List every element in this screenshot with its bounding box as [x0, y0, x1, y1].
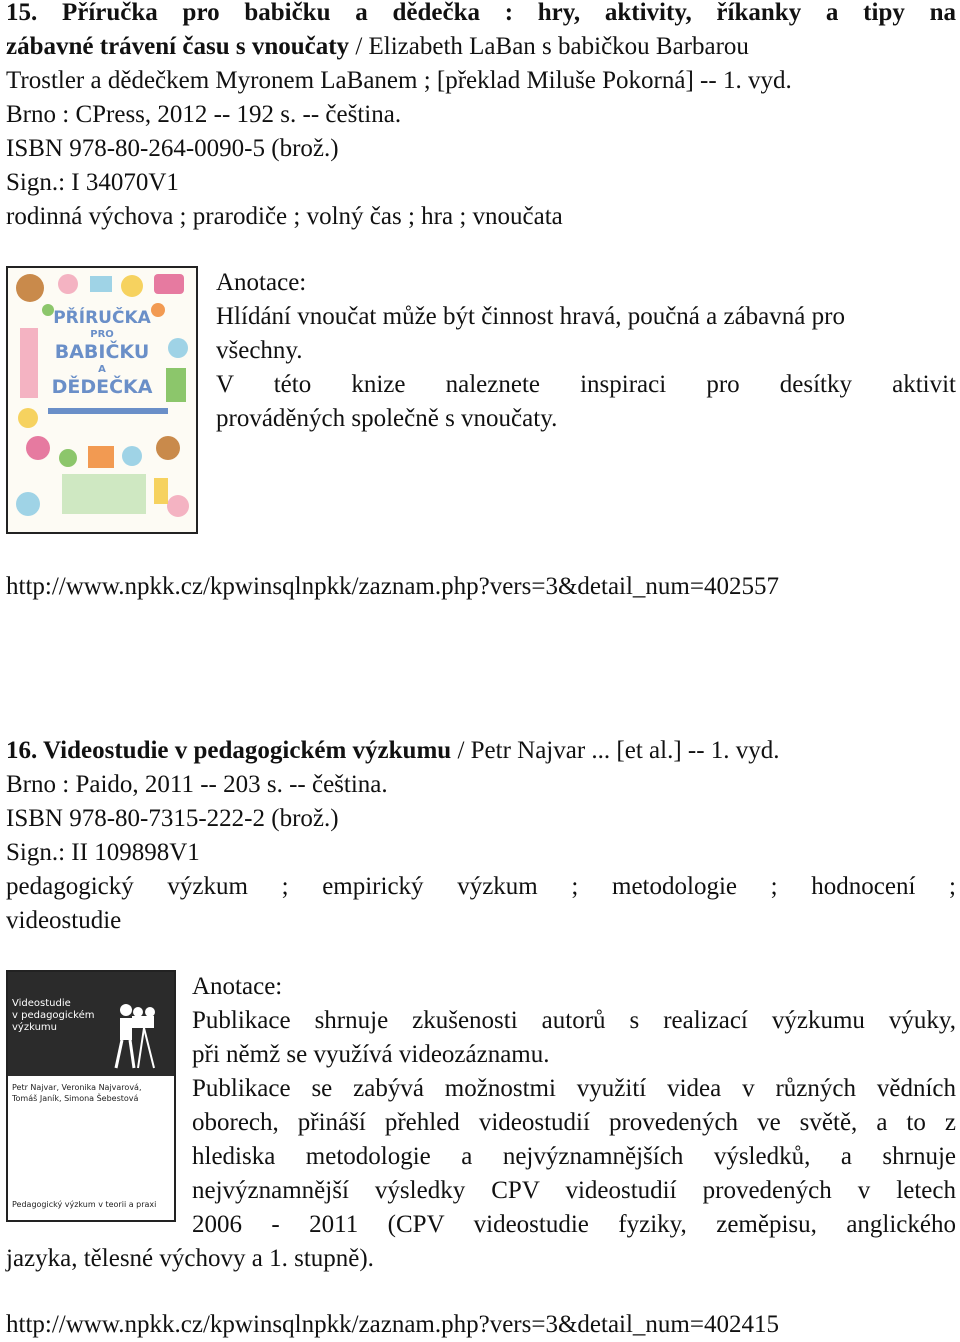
- annotation-line: V této knize naleznete inspiraci pro desítky aktivit: [216, 371, 956, 398]
- book-cover-videostudie: [6, 970, 176, 1222]
- annotation-line: prováděných společně s vnoučaty.: [216, 405, 558, 432]
- record-link[interactable]: http://www.npkk.cz/kpwinsqlnpkk/zaznam.php?vers=3&detail_num=402557: [6, 573, 779, 600]
- entry16-publisher: Brno : Paido, 2011 -- 203 s. -- čeština.: [6, 771, 388, 798]
- book-cover-babicka: [6, 266, 198, 534]
- annotation-line: nejvýznamnější výsledky CPV videostudií provedených v letech: [192, 1177, 956, 1204]
- cover-title: Videostudie v pedagogickém výzkumu: [12, 998, 95, 1033]
- entry16-signature: Sign.: II 109898V1: [6, 839, 200, 866]
- entry15-publisher: Brno : CPress, 2012 -- 192 s. -- čeština.: [6, 101, 402, 128]
- camera-operator-icon: [104, 1002, 164, 1072]
- entry15-isbn: ISBN 978-80-264-0090-5 (brož.): [6, 135, 339, 162]
- annotation-line: všechny.: [216, 337, 303, 364]
- annotation-line: Hlídání vnoučat může být činnost hravá, poučná a zábavná pro: [216, 303, 845, 330]
- entry15-url[interactable]: [6, 570, 956, 604]
- annotation-line: Publikace shrnuje zkušenosti autorů s realizací výzkumu výuky,: [192, 1007, 956, 1034]
- annotation-label: Anotace:: [192, 973, 283, 1000]
- entry15-line2: zábavné trávení času s vnoučaty / Elizabeth LaBan s babičkou Barbarou: [6, 33, 749, 60]
- cover-title: PŘÍRUČKA PRO BABIČKU A DĚDEČKA: [51, 308, 153, 398]
- entry15-line3: Trostler a dědečkem Myronem LaBanem ; [překlad Miluše Pokorná] -- 1. vyd.: [6, 67, 792, 94]
- record-link[interactable]: http://www.npkk.cz/kpwinsqlnpkk/zaznam.php?vers=3&detail_num=402415: [6, 1311, 779, 1338]
- annotation-line: hlediska metodologie a nejvýznamnějších výsledků, a shrnuje: [192, 1143, 956, 1170]
- annotation-line: oborech, přináší přehled videostudií provedených ve světě, a to z: [192, 1109, 956, 1136]
- annotation-line: při němž se využívá videozáznamu.: [192, 1041, 550, 1068]
- annotation-label: Anotace:: [216, 269, 307, 296]
- entry16-url[interactable]: [6, 1308, 956, 1342]
- cover-series: Pedagogický výzkum v teorii a praxi: [12, 1200, 157, 1209]
- entry16-keywords-cont: videostudie: [6, 907, 122, 934]
- entry15-line1: 15. Příručka pro babičku a dědečka : hry, aktivity, říkanky a tipy na: [6, 0, 956, 26]
- annotation-line: Publikace se zabývá možnostmi využití videa v různých vědních: [192, 1075, 956, 1102]
- entry16-keywords: pedagogický výzkum ; empirický výzkum ; metodologie ; hodnocení ;: [6, 873, 956, 900]
- entry15-keywords: rodinná výchova ; prarodiče ; volný čas ; hra ; vnoučata: [6, 203, 563, 230]
- entry16-isbn: ISBN 978-80-7315-222-2 (brož.): [6, 805, 339, 832]
- entry16-annotation: [192, 970, 956, 1242]
- entry15-annotation: [216, 266, 956, 436]
- entry16-line1: 16. Videostudie v pedagogickém výzkumu / Petr Najvar ... [et al.] -- 1. vyd.: [6, 737, 780, 764]
- entry15-signature: Sign.: I 34070V1: [6, 169, 179, 196]
- entry16-annotation-tail: jazyka, tělesné výchovy a 1. stupně).: [6, 1245, 374, 1272]
- annotation-line: 2006 - 2011 (CPV videostudie fyziky, zeměpisu, anglického: [192, 1211, 956, 1238]
- cover-authors: Petr Najvar, Veronika Najvarová, Tomáš Janík, Simona Šebestová: [12, 1083, 142, 1103]
